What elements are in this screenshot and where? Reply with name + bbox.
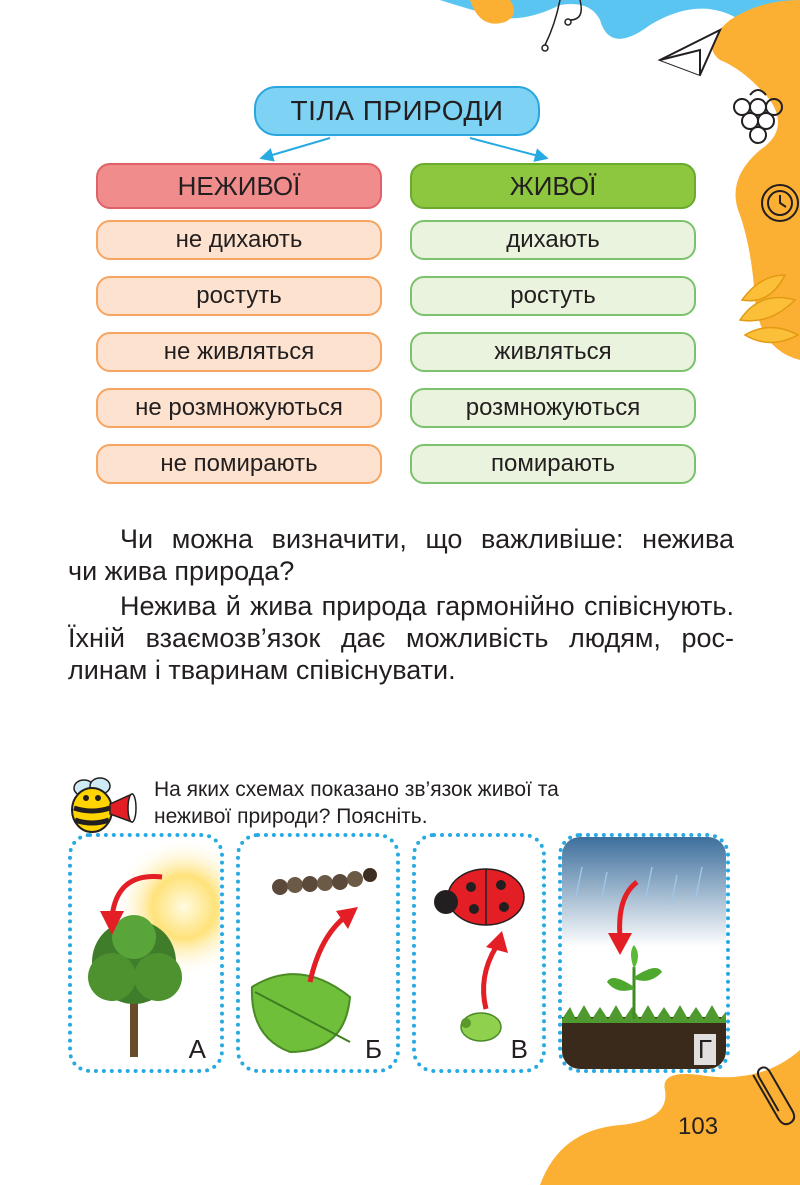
living-item: ростуть (410, 276, 696, 316)
paper-plane-decoration (660, 30, 720, 75)
arrow-icon (484, 931, 508, 1009)
paragraph-answer: Нежива й жива природа гармонійно співіснують. Їхній взаємозв’язок дає можливість людям, рос- линам і тваринам співіснувати. (68, 591, 734, 685)
nonliving-item: не дихають (96, 220, 382, 260)
card-letter: А (185, 1034, 210, 1065)
nonliving-header: НЕЖИВОЇ (96, 163, 382, 209)
living-item: розмножуються (410, 388, 696, 428)
paragraph-question: Чи можна визначити, що важливіше: нежива чи жива природа? (68, 524, 734, 586)
card-letter: Г (694, 1034, 716, 1065)
arrow-icon (310, 907, 358, 982)
bee-megaphone-icon (62, 770, 138, 840)
task-text: На яких схемах показано зв’язок живої та неживої природи? Поясніть. (154, 778, 559, 828)
nonliving-item: не живляться (96, 332, 382, 372)
arrow-left (262, 138, 330, 158)
card-a (68, 833, 224, 1073)
nonliving-item: не помирають (96, 444, 382, 484)
page-number: 103 (678, 1113, 719, 1140)
aphid-icon (461, 1013, 501, 1041)
arrow-right (470, 138, 546, 158)
diagram-root: ТІЛА ПРИРОДИ (254, 86, 540, 136)
living-item: помирають (410, 444, 696, 484)
living-header: ЖИВОЇ (410, 163, 696, 209)
ladybug-icon (434, 869, 524, 925)
nonliving-item: ростуть (96, 276, 382, 316)
living-item: дихають (410, 220, 696, 260)
caterpillar-icon (272, 868, 377, 895)
card-d (558, 833, 730, 1073)
card-letter: Б (361, 1034, 386, 1065)
card-c (412, 833, 546, 1073)
nonliving-item: не розмножуються (96, 388, 382, 428)
rain-cloud-icon (562, 837, 728, 947)
leaf-icon (252, 974, 350, 1052)
card-b (236, 833, 400, 1073)
living-item: живляться (410, 332, 696, 372)
card-letter: В (507, 1034, 532, 1065)
